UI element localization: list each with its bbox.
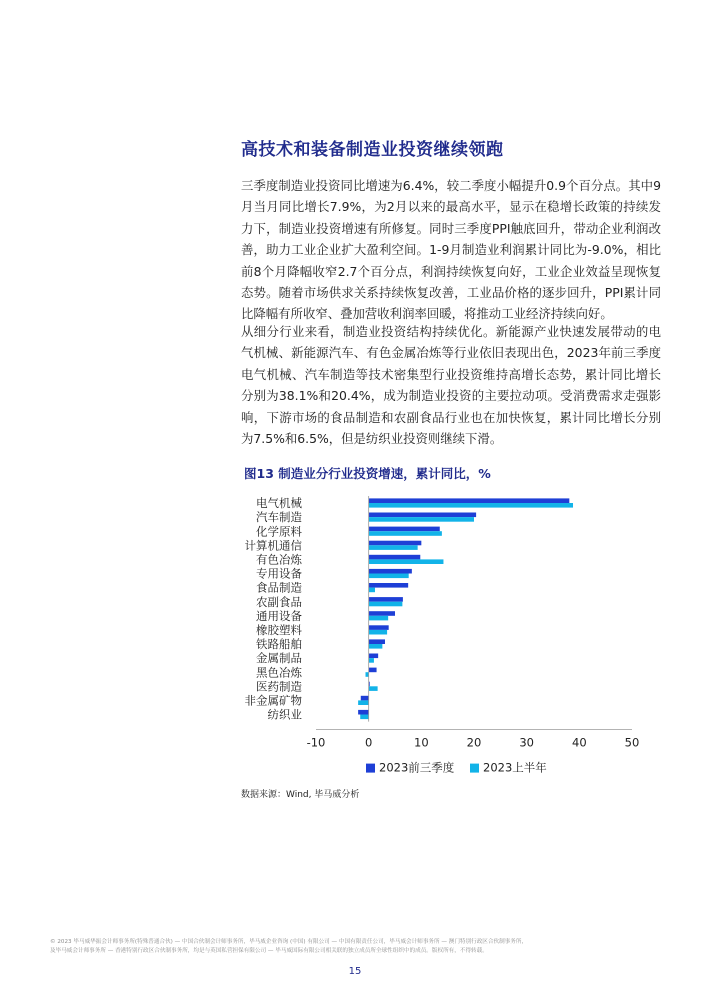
bar-series-1 (369, 668, 377, 673)
body-paragraph-2: 从细分行业来看，制造业投资结构持续优化。新能源产业快速发展带动的电气机械、新能源汽车、有色金属冶炼等行业依旧表现出色，2023年前三季度电气机械、汽车制造等技术密集型行业投资维持高增长态势，累计同比增长分别为38.1%和20.4%，成为制造业投资的主要拉动项。受消费需求走强影响，下游市场的食品制造和农副食品行业也在加快恢复，累计同比增长分别为7.5%和6.5%，但是纺织业投资则继续下滑。 (241, 324, 661, 447)
bar-series-2 (369, 559, 444, 564)
category-label: 通用设备 (256, 608, 302, 623)
x-tick-label: 20 (466, 735, 482, 750)
category-label: 化学原料 (256, 524, 302, 539)
bar-series-2 (369, 630, 387, 635)
bar-series-2 (369, 517, 474, 522)
bar-series-2 (369, 531, 442, 536)
bar-series-1 (369, 625, 389, 630)
x-tick-label: 40 (572, 735, 587, 750)
figure-title: 图13 制造业分行业投资增速，累计同比，% (244, 466, 491, 481)
bar-series-1 (361, 696, 369, 701)
data-source: 数据来源：Wind, 毕马威分析 (241, 790, 360, 800)
body-paragraph-1: 三季度制造业投资同比增速为6.4%，较二季度小幅提升0.9个百分点。其中9月当月同比增长7.9%，为2月以来的最高水平，显示在稳增长政策的持续发力下，制造业投资增速有所修复。同时三季度PPI触底回升，带动企业利润改善，助力工业企业扩大盈利空间。1-9月制造业利润累计同比为-9.0%，相比前8个月降幅收窄2.7个百分点，利润持续恢复向好，工业企业效益呈现恢复态势。随着市场供求关系持续恢复改善，工业品价格的逐步回升，PPI累计同比降幅有所收窄、叠加营收利润率回暖，将推动工业经济持续向好。 (241, 178, 661, 322)
bar-series-1 (369, 498, 570, 503)
category-label: 电气机械 (256, 496, 302, 511)
bar-series-1 (369, 611, 395, 616)
legend-swatch (470, 764, 479, 773)
bar-series-1 (369, 555, 421, 560)
bar-series-1 (369, 654, 378, 659)
bar-series-2 (366, 672, 369, 677)
page-number: 15 (348, 966, 362, 977)
category-label: 黑色冶炼 (256, 665, 302, 680)
category-label: 纺织业 (267, 707, 302, 722)
category-label: 金属制品 (256, 651, 302, 666)
bar-series-2 (369, 588, 375, 593)
x-tick-label: 30 (519, 735, 534, 750)
category-label: 汽车制造 (256, 510, 302, 525)
bar-series-1 (369, 569, 412, 574)
category-label: 计算机通信 (244, 538, 302, 553)
section-heading: 高技术和装备制造业投资继续领跑 (241, 140, 504, 160)
bar-series-2 (369, 574, 409, 579)
category-label: 铁路船舶 (256, 637, 302, 652)
bar-chart (236, 490, 656, 790)
category-label: 有色冶炼 (256, 552, 302, 567)
bar-series-2 (369, 686, 378, 691)
bar-series-1 (369, 597, 403, 602)
bar-series-2 (369, 644, 383, 649)
bar-series-2 (369, 545, 418, 550)
bar-series-1 (369, 639, 385, 644)
category-label: 食品制造 (256, 580, 302, 595)
bar-series-1 (358, 710, 369, 715)
bar-series-1 (369, 583, 409, 588)
category-label: 非金属矿物 (244, 693, 302, 708)
legend-label: 2023上半年 (483, 760, 547, 775)
copyright-footer (50, 938, 660, 956)
bar-series-2 (369, 503, 573, 508)
x-tick-label: -10 (306, 735, 326, 750)
footer-line-2: 及毕马威会计师事务所 — 香港特别行政区合伙制事务所，均是与英国私营担保有限公司 — 毕马威国际有限公司相关联的独立成员所全球性组织中的成员。版权所有，不得转载。 (50, 948, 488, 954)
x-tick-label: 10 (414, 735, 429, 750)
x-tick-label: 0 (365, 735, 373, 750)
legend-label: 2023前三季度 (379, 760, 455, 775)
bar-series-1 (369, 513, 476, 518)
category-label: 农副食品 (256, 594, 302, 609)
category-label: 专用设备 (256, 566, 302, 581)
bar-series-1 (369, 541, 422, 546)
footer-line-1: © 2023 毕马威华振会计师事务所(特殊普通合伙) — 中国合伙制会计师事务所，毕马威企业咨询 (中国) 有限公司 — 中国有限责任公司，毕马威会计师事务所 — 澳门特别行政区合伙制事务所， (50, 939, 528, 945)
bar-series-2 (358, 700, 369, 705)
category-label: 橡胶塑料 (256, 622, 302, 637)
x-tick-label: 50 (624, 735, 640, 750)
legend-swatch (366, 764, 375, 773)
bar-series-2 (369, 616, 388, 621)
bar-series-2 (369, 602, 403, 607)
bar-series-2 (369, 658, 374, 663)
bar-series-1 (369, 527, 440, 532)
bar-series-2 (360, 715, 368, 720)
category-label: 医药制造 (256, 679, 302, 694)
